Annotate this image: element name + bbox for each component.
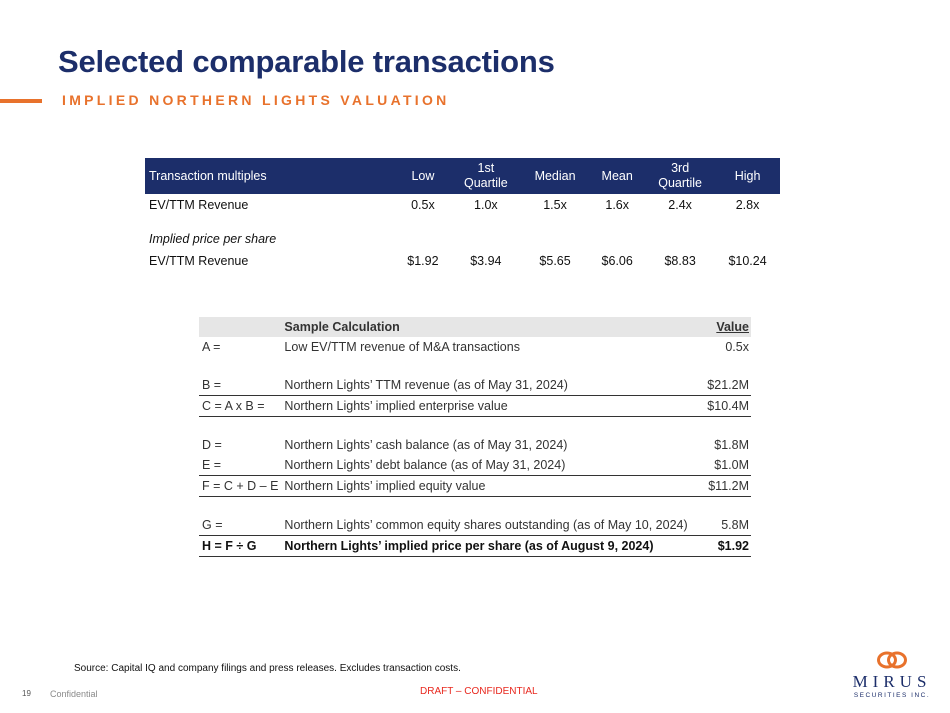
calc-desc: Low EV/TTM revenue of M&A transactions <box>284 340 520 354</box>
table-cell: $5.65 <box>539 254 571 268</box>
calc-value: 5.8M <box>703 515 751 536</box>
column-header: Mean <box>589 158 645 194</box>
logo-name: MIRUS <box>852 672 932 691</box>
column-header: Low <box>395 158 451 194</box>
table-cell: 1.6x <box>605 198 630 212</box>
table-cell: $8.83 <box>664 254 696 268</box>
calc-value: $11.2M <box>703 476 751 497</box>
calc-key: F = C + D – E <box>199 476 281 497</box>
table-row <box>145 250 780 272</box>
calc-row <box>199 515 751 536</box>
calc-row <box>199 396 751 417</box>
logo-subtitle: SECURITIES INC. <box>853 692 931 699</box>
calc-row-total <box>199 536 751 557</box>
transaction-multiples-table <box>145 158 780 272</box>
calc-key: B = <box>199 375 281 396</box>
table-header-row <box>145 158 780 194</box>
calc-key: C = A x B = <box>199 396 281 417</box>
calc-desc: Northern Lights’ common equity shares outstanding (as of May 10, 2024) <box>281 515 702 536</box>
calc-key: D = <box>202 438 222 452</box>
table-row <box>145 194 780 216</box>
calc-row <box>199 337 751 357</box>
accent-line <box>0 99 42 103</box>
calc-desc: Northern Lights’ implied enterprise value <box>281 396 702 417</box>
calc-desc: Northern Lights’ implied equity value <box>281 476 702 497</box>
calc-row <box>199 435 751 455</box>
calc-desc: Northern Lights’ cash balance (as of May 31, 2024) <box>284 438 568 452</box>
table-cell: 1.5x <box>543 198 567 212</box>
draft-label: DRAFT – CONFIDENTIAL <box>420 686 538 697</box>
calc-desc: Northern Lights’ debt balance (as of May 31, 2024) <box>281 455 702 476</box>
table-cell: 2.8x <box>735 198 760 212</box>
confidential-label: Confidential <box>50 689 98 699</box>
table-cell: $3.94 <box>470 254 502 268</box>
logo-mark-icon <box>876 651 908 669</box>
table-cell: $10.24 <box>728 254 767 268</box>
table-cell: 1.0x <box>474 198 498 212</box>
table-cell: 0.5x <box>411 198 435 212</box>
column-header: 1st Quartile <box>451 158 521 194</box>
calc-key: G = <box>199 515 281 536</box>
company-logo <box>842 651 942 699</box>
column-header: Median <box>521 158 589 194</box>
calc-value: $21.2M <box>703 375 751 396</box>
calc-header-label: Sample Calculation <box>281 317 702 337</box>
spacer-row <box>145 216 780 228</box>
calc-desc: Northern Lights’ implied price per share (as of August 9, 2024) <box>281 536 702 557</box>
sample-calculation-table <box>199 317 751 557</box>
page-number: 19 <box>22 689 31 698</box>
calc-value: $10.4M <box>703 396 751 417</box>
row-label: EV/TTM Revenue <box>149 198 249 212</box>
row-label: EV/TTM Revenue <box>149 254 249 268</box>
table-cell: 2.4x <box>668 198 692 212</box>
calc-value: 0.5x <box>725 340 749 354</box>
calc-value: $1.0M <box>703 455 751 476</box>
column-header: Transaction multiples <box>145 158 395 194</box>
page-title: Selected comparable transactions <box>58 44 555 79</box>
page-subtitle: IMPLIED NORTHERN LIGHTS VALUATION <box>62 92 450 108</box>
calc-value: $1.8M <box>714 438 749 452</box>
table-cell: $1.92 <box>407 254 439 268</box>
table-cell: $6.06 <box>601 254 633 268</box>
spacer-row <box>199 417 751 436</box>
calc-value: $1.92 <box>703 536 751 557</box>
calc-row <box>199 476 751 497</box>
calc-key: E = <box>199 455 281 476</box>
calc-header-value: Value <box>703 317 751 337</box>
calc-key: A = <box>202 340 221 354</box>
calc-row <box>199 375 751 396</box>
calc-key: H = F ÷ G <box>199 536 281 557</box>
column-header: 3rd Quartile <box>645 158 715 194</box>
calc-row <box>199 455 751 476</box>
section-label: Implied price per share <box>149 232 277 246</box>
calc-header-row <box>199 317 751 337</box>
source-note: Source: Capital IQ and company filings and press releases. Excludes transaction costs. <box>74 663 461 674</box>
calc-desc: Northern Lights’ TTM revenue (as of May 31, 2024) <box>281 375 702 396</box>
table-row <box>145 228 780 250</box>
spacer-row <box>199 497 751 516</box>
spacer-row <box>199 357 751 375</box>
column-header: High <box>715 158 780 194</box>
